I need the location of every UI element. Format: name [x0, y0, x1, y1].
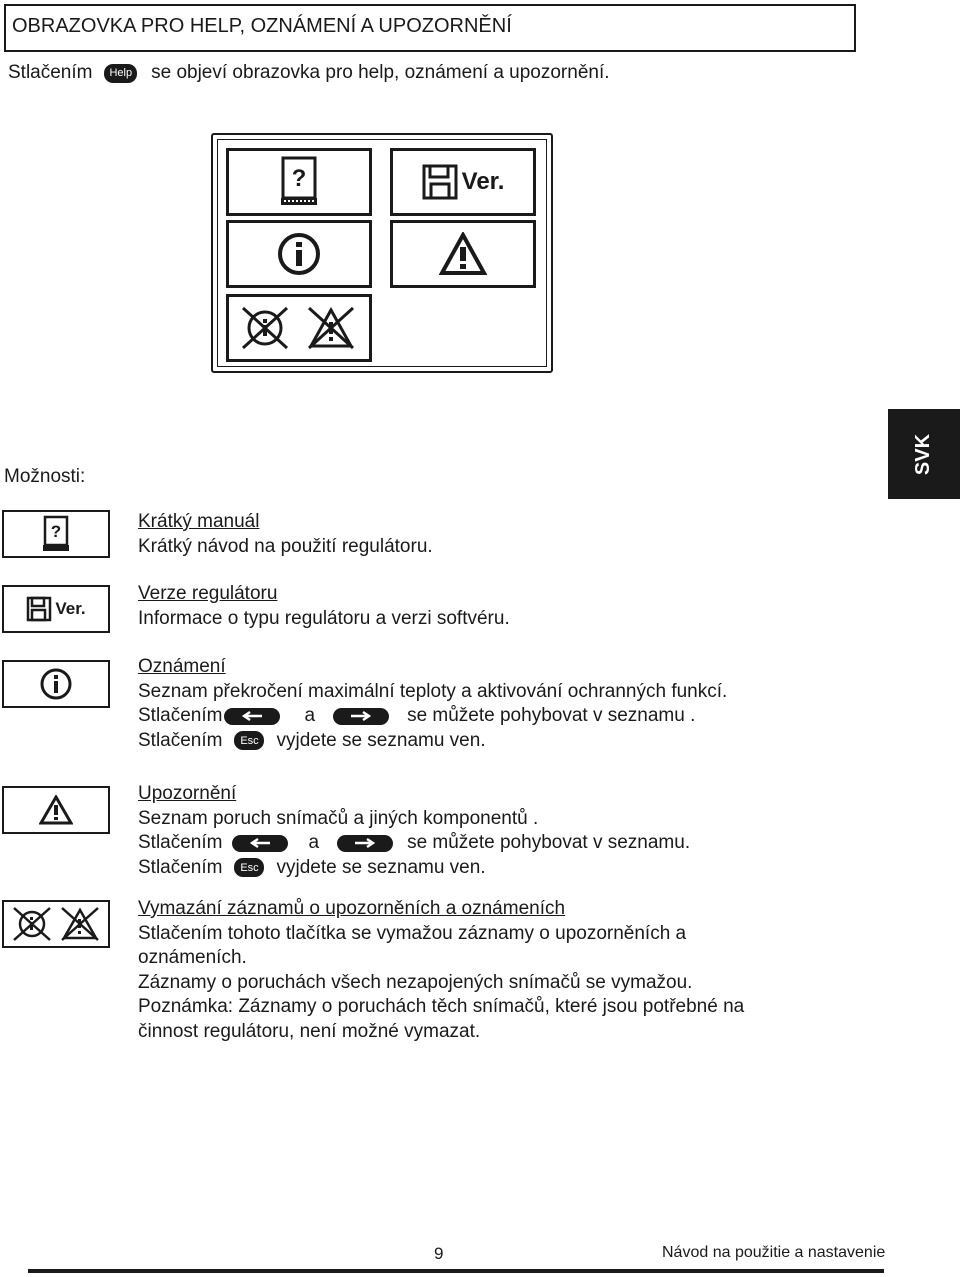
manual-icon [277, 156, 321, 208]
section-text: Záznamy o poruchách všech nezapojených snímačů se vymažou. [138, 971, 693, 993]
section-clear-records [138, 897, 744, 1044]
version-label: Ver. [461, 168, 505, 195]
intro-prefix: Stlačením [8, 62, 93, 83]
section-text: Seznam překročení maximální teploty a aktivování ochranných funkcí. [138, 680, 728, 702]
section-manual [138, 510, 433, 559]
esc-key: Esc [234, 858, 264, 877]
language-tab-label: SVK [912, 433, 935, 475]
side-icon-warning [2, 786, 110, 834]
clear-records-icon [8, 905, 104, 943]
section-heading: Krátký manuál [138, 511, 260, 532]
right-arrow-key [337, 835, 393, 852]
help-screen-illustration [211, 133, 553, 373]
warning-icon [439, 232, 487, 276]
help-screen-panel [217, 139, 547, 367]
left-arrow-icon [240, 710, 264, 722]
left-arrow-key [232, 835, 288, 852]
section-text: Informace o typu regulátoru a verzi softvéru. [138, 607, 510, 629]
version-label: Ver. [55, 599, 86, 618]
section-heading: Upozornění [138, 783, 237, 804]
info-icon [276, 231, 322, 277]
side-icon-version [2, 585, 110, 633]
side-icon-info [2, 660, 110, 708]
section-text: Poznámka: Záznamy o poruchách těch snímačů, které jsou potřebné na [138, 996, 745, 1017]
nav-prefix: Stlačením [138, 832, 223, 853]
page-title: OBRAZOVKA PRO HELP, OZNÁMENÍ A UPOZORNĚNÍ [12, 15, 512, 37]
esc-instruction [138, 729, 727, 754]
options-label: Možnosti: [4, 466, 86, 487]
screen-tile-info [226, 220, 372, 288]
nav-instruction [138, 704, 727, 729]
section-text: Krátký návod na použití regulátoru. [138, 535, 433, 557]
nav-suffix: se můžete pohybovat v seznamu. [407, 832, 691, 853]
right-arrow-icon [353, 837, 377, 849]
screen-tile-version [390, 148, 536, 216]
svg-text:?: ? [291, 165, 307, 192]
language-tab [888, 409, 960, 499]
esc-prefix: Stlačením [138, 729, 223, 751]
screen-tile-clear [226, 294, 372, 362]
floppy-icon [422, 164, 458, 200]
nav-prefix: Stlačením [138, 705, 223, 726]
section-heading: Oznámení [138, 656, 226, 677]
right-arrow-key [333, 708, 389, 725]
section-text: činnost regulátoru, není možné vymazat. [138, 1020, 481, 1042]
intro-suffix: se objeví obrazovka pro help, oznámení a upozornění. [151, 62, 610, 83]
esc-instruction [138, 856, 690, 881]
floppy-icon [26, 596, 52, 622]
section-heading: Verze regulátoru [138, 583, 278, 604]
section-text: Stlačením tohoto tlačítka se vymažou záznamy o upozorněních a [138, 922, 687, 944]
footer-rule [28, 1269, 884, 1273]
section-text: oznámeních. [138, 947, 247, 968]
section-notices [138, 655, 727, 753]
screen-tile-warning [390, 220, 536, 288]
footer-title: Návod na použitie a nastavenie [662, 1244, 886, 1261]
help-key: Help [104, 64, 137, 83]
page-title-box [4, 4, 856, 52]
esc-suffix: vyjdete se seznamu ven. [276, 856, 486, 878]
section-version [138, 582, 510, 631]
right-arrow-icon [349, 710, 373, 722]
info-icon [39, 667, 73, 701]
left-arrow-key [224, 708, 280, 725]
svg-text:?: ? [50, 522, 62, 541]
left-arrow-icon [248, 837, 272, 849]
manual-icon [41, 515, 71, 553]
intro-line [8, 62, 610, 84]
section-heading: Vymazání záznamů o upozorněních a oznámeních [138, 898, 566, 919]
nav-and: a [304, 705, 316, 726]
section-warnings [138, 782, 690, 880]
nav-suffix: se můžete pohybovat v seznamu . [407, 705, 696, 726]
warning-icon [39, 795, 73, 825]
page-number: 9 [434, 1244, 444, 1263]
clear-records-icon [235, 304, 363, 352]
side-icon-manual [2, 510, 110, 558]
esc-key: Esc [234, 731, 264, 750]
section-text: Seznam poruch snímačů a jiných komponentů . [138, 807, 539, 829]
nav-and: a [308, 832, 320, 853]
screen-tile-manual [226, 148, 372, 216]
esc-suffix: vyjdete se seznamu ven. [276, 729, 486, 751]
nav-instruction [138, 831, 690, 856]
esc-prefix: Stlačením [138, 856, 223, 878]
side-icon-clear [2, 900, 110, 948]
